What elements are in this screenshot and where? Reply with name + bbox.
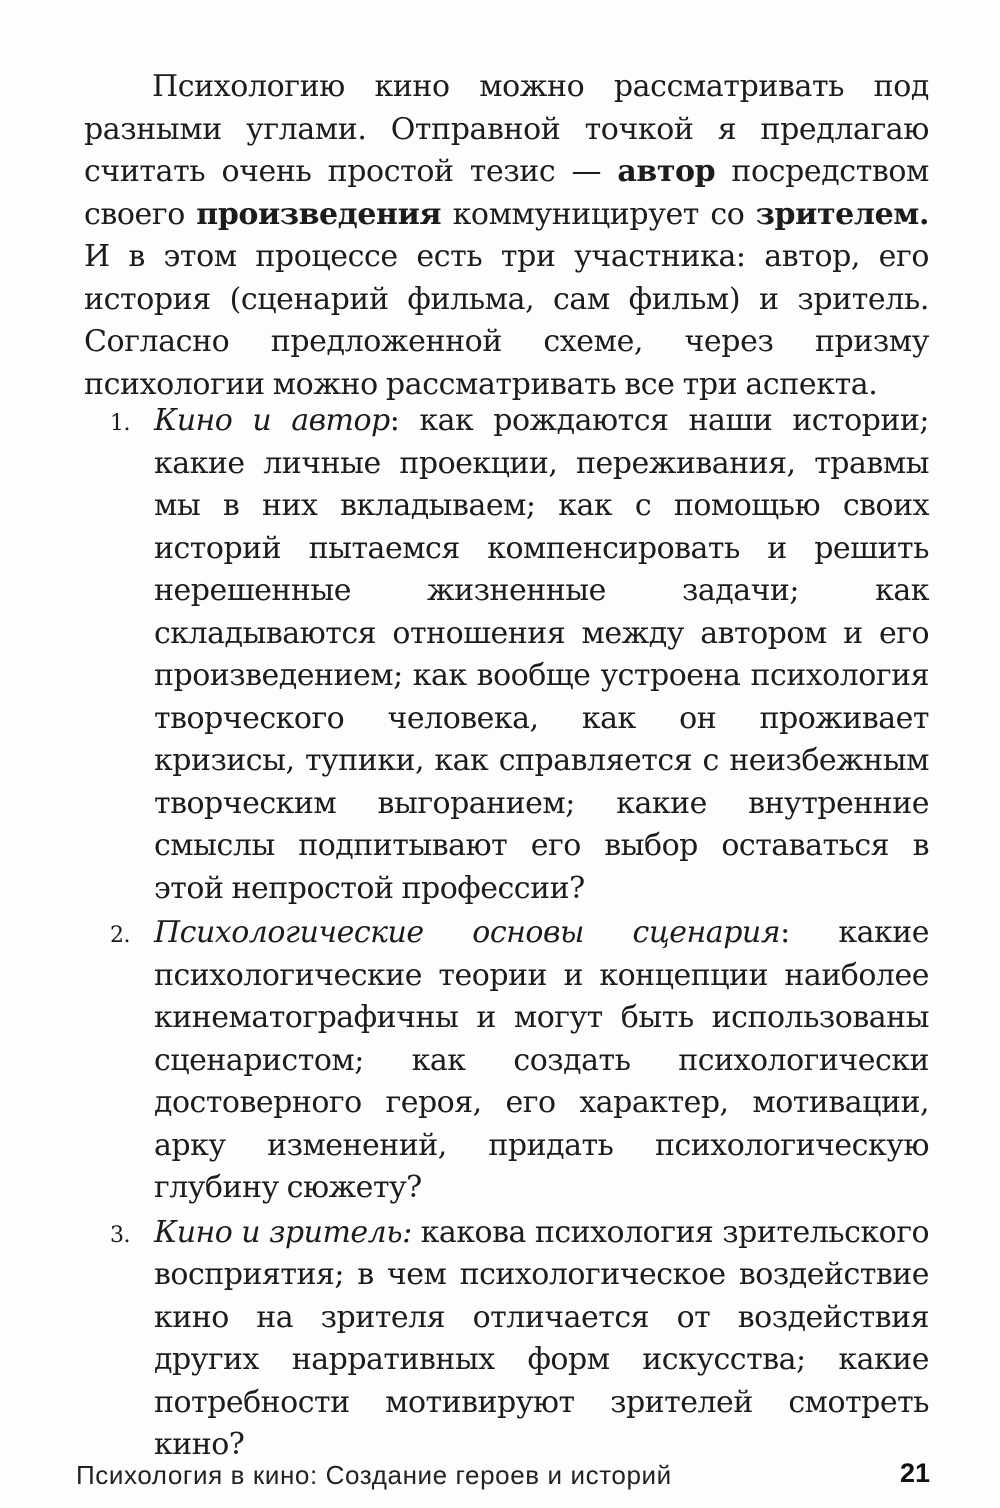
intro-bold-work: произведения: [196, 196, 442, 232]
intro-text-2: посредством своего: [84, 154, 929, 232]
list-item: [84, 912, 929, 1210]
list-item-title: Кино и автор: [154, 403, 390, 438]
list-item-number: 1.: [110, 411, 130, 436]
intro-text-4: И в этом процессе есть три участника: автор, его история (сценарий фильма, сам фильм) и зритель. Согласно предложенной схеме, через призму психологии можно рассматривать все три аспекта.: [84, 239, 929, 402]
running-title: Психология в кино: Создание героев и историй: [76, 1460, 672, 1490]
list-item-title: Кино и зритель:: [154, 1214, 412, 1250]
list-item-number: 2.: [110, 923, 130, 948]
list-item-text: : какие психологические теории и концепции наиболее кинематографичны и могут быть использованы сценаристом; как создать психологически достоверного героя, его характер, мотивации, арку изменений, придать психологическую глубину сюжету?: [154, 915, 929, 1205]
list-item: [84, 400, 929, 910]
list-item-title: Психологические основы сценария: [154, 915, 781, 950]
intro-bold-viewer: зрителем.: [755, 196, 929, 232]
intro-paragraph: [84, 66, 929, 406]
list-item-number: 3.: [110, 1222, 130, 1248]
list-item-text: какова психология зрительского восприятия; в чем психологическое воздействие кино на зрителя отличается от воздействия других нарративных форм искусства; какие потребности мотивируют зрителей смотреть кино?: [154, 1214, 930, 1462]
page-footer: [76, 1460, 930, 1496]
intro-text-3: коммуницирует со: [441, 196, 756, 232]
page-number: 21: [899, 1458, 930, 1488]
list-item-text: : как рождаются наши истории; какие личные проекции, переживания, травмы мы в них вкладываем; как с помощью своих историй пытаемся компенсировать и решить нерешенные жизненные задачи; как складываются отношения между автором и его произведением; как вообще устроена психология творческого человека, как он проживает кризисы, тупики, как справляется с неизбежным творческим выгоранием; какие внутренние смыслы подпитывают его выбор оставаться в этой непростой профессии?: [154, 403, 929, 906]
intro-bold-author: автор: [617, 154, 716, 189]
aspects-list: [84, 400, 929, 1469]
list-item: [84, 1212, 929, 1467]
intro-text-1: Психологию кино можно рассматривать под разными углами. Отправной точкой я предлагаю считать очень простой тезис —: [84, 69, 929, 189]
